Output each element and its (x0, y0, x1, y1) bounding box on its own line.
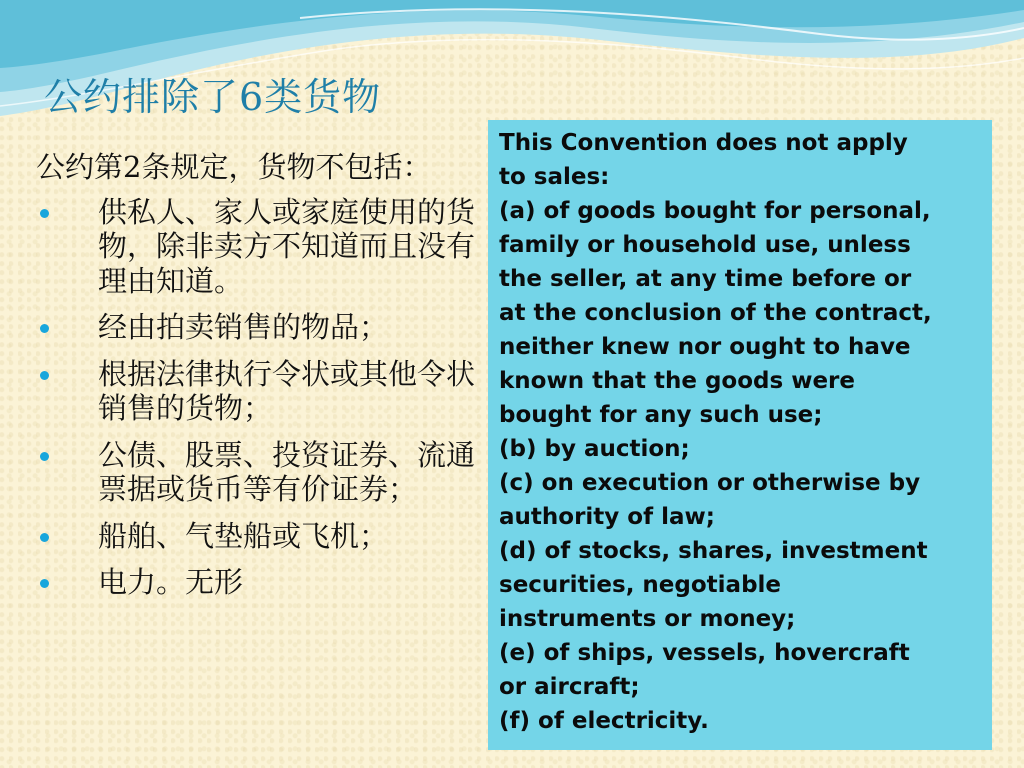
list-item-text: 电力。无形 (98, 565, 244, 599)
box-line: known that the goods were (499, 368, 855, 394)
box-line: bought for any such use; (499, 402, 823, 428)
box-line: (c) on execution or otherwise by (499, 470, 921, 496)
box-line: at the conclusion of the contract, (499, 300, 932, 326)
box-line: This Convention does not apply (499, 130, 908, 156)
box-line: (e) of ships, vessels, hovercraft (499, 640, 910, 666)
slide-title: 公约排除了6类货物 (44, 75, 382, 119)
list-item (36, 565, 486, 600)
list-item-text: 船舶、气垫船或飞机； (98, 518, 389, 553)
chinese-content (36, 150, 486, 612)
convention-text-box (488, 120, 992, 750)
box-line: securities, negotiable (499, 572, 782, 598)
list-item (36, 438, 486, 507)
box-line: family or household use, unless (499, 232, 911, 258)
box-line: the seller, at any time before or (499, 266, 912, 292)
intro-text: 公约第2条规定，货物不包括： (36, 150, 432, 184)
list-item (36, 310, 486, 345)
box-line: to sales: (499, 164, 610, 190)
box-line: neither knew nor ought to have (499, 334, 911, 360)
box-line: (a) of goods bought for personal, (499, 198, 931, 224)
box-line: (d) of stocks, shares, investment (499, 538, 928, 564)
box-line: (f) of electricity. (499, 708, 709, 734)
box-line: instruments or money; (499, 606, 796, 632)
bullet-dot-icon (40, 452, 49, 461)
bullet-dot-icon (40, 533, 49, 542)
list-item (36, 195, 486, 299)
list-item-text: 公债、股票、投资证券、流通票据或货币等有价证券； (98, 437, 476, 506)
bullet-dot-icon (40, 324, 49, 333)
list-item (36, 357, 486, 426)
bullet-dot-icon (40, 579, 49, 588)
box-line: or aircraft; (499, 674, 640, 700)
box-line: (b) by auction; (499, 436, 690, 462)
list-item-text: 供私人、家人或家庭使用的货物，除非卖方不知道而且没有理由知道。 (98, 194, 476, 298)
list-item-text: 根据法律执行令状或其他令状销售的货物； (98, 356, 476, 425)
list-item (36, 519, 486, 554)
exclusion-list (36, 195, 486, 600)
list-item-text: 经由拍卖销售的物品； (98, 310, 389, 344)
bullet-dot-icon (40, 209, 49, 218)
bullet-dot-icon (40, 371, 49, 380)
box-line: authority of law; (499, 504, 715, 530)
